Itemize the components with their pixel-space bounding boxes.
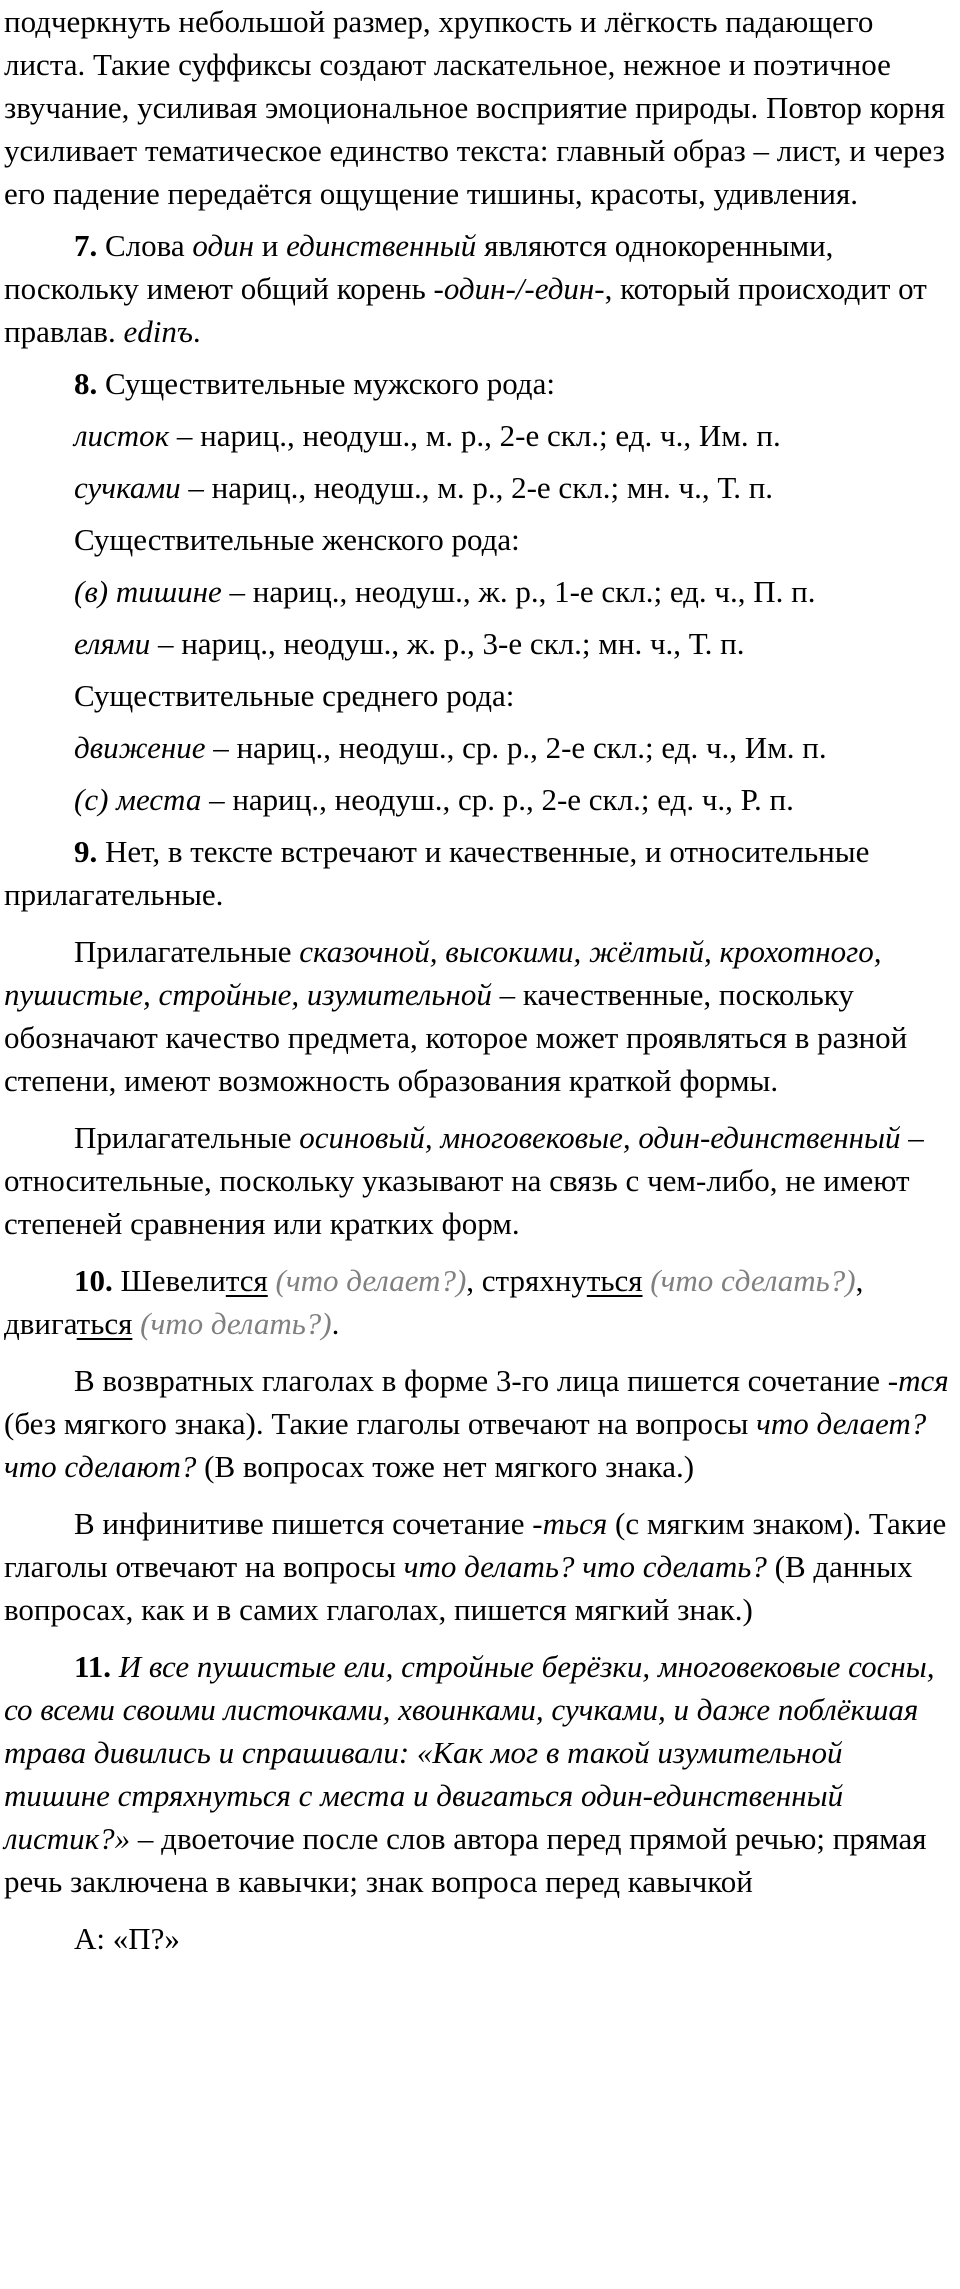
answer-7: [4, 224, 950, 353]
verb-ending-underlined: ться: [76, 1306, 133, 1341]
feminine-heading: Существительные женского рода:: [74, 522, 520, 557]
noun-analysis-line: [4, 778, 950, 821]
verb-stem: Шевели: [112, 1263, 226, 1298]
noun-word: (с) места: [74, 782, 202, 817]
verb-ending-underlined: ться: [586, 1263, 643, 1298]
answer-8-heading-masculine: [4, 362, 950, 405]
quoted-sentence: И все пушистые ели, стройные берёзки, многовековые сосны, со всеми своими листочками, хвоинками, сучками, и даже поблёкшая трава дивились и спрашивали: «Как мог в такой изумительной тишине стряхнуться с места и двигаться один-единственный листик?»: [4, 1649, 935, 1856]
noun-description: – нариц., неодуш., ср. р., 2-е скл.; ед. ч., Им. п.: [205, 730, 827, 765]
answer-10: [4, 1259, 950, 1345]
noun-analysis-line: [4, 622, 950, 665]
noun-word: (в) тишине: [74, 574, 222, 609]
noun-description: – нариц., неодуш., ж. р., 3-е скл.; мн. ч., Т. п.: [150, 626, 745, 661]
etymon-word: edinъ: [123, 314, 193, 349]
adjective-list: сказочной, высокими, жёлтый, крохотного, пушистые, стройные, изумительной: [4, 934, 882, 1012]
punctuation-explanation: – двоеточие после слов автора перед прямой речью; прямая речь заключена в кавычки; знак вопроса перед кавычкой: [4, 1821, 927, 1899]
noun-description: – нариц., неодуш., м. р., 2-е скл.; ед. ч., Им. п.: [169, 418, 781, 453]
infinitive-paragraph: [4, 1502, 950, 1631]
noun-word: листок: [74, 418, 170, 453]
answer-number: 11.: [74, 1649, 112, 1684]
answer-number: 8.: [74, 366, 98, 401]
verb-stem: , двига: [4, 1263, 864, 1341]
noun-word: елями: [74, 626, 151, 661]
verb-ending-underlined: тся: [225, 1263, 268, 1298]
answer-11: [4, 1645, 950, 1903]
noun-description: – нариц., неодуш., ср. р., 2-е скл.; ед. ч., Р. п.: [201, 782, 794, 817]
text: являются однокоренными, поскольку имеют общий корень: [4, 228, 834, 306]
noun-analysis-line: [4, 466, 950, 509]
question-example: что делать? что сделать?: [403, 1549, 767, 1584]
neuter-heading: Существительные среднего рода:: [74, 678, 515, 713]
verb-question: (что делает?): [267, 1263, 467, 1298]
text: Прилагательные: [74, 1120, 300, 1155]
text: (В данных вопросах, как и в самих глаголах, пишется мягкий знак.): [4, 1549, 913, 1627]
noun-word: движение: [74, 730, 206, 765]
answer-number: 10.: [74, 1263, 113, 1298]
text: В инфинитиве пишется сочетание -: [74, 1506, 543, 1541]
text: и: [254, 228, 287, 263]
question-example: что делает? что сделают?: [4, 1406, 927, 1484]
text: (с мягким знаком). Такие глаголы отвечают на вопросы: [4, 1506, 947, 1584]
text: Прилагательные: [74, 934, 300, 969]
text: – качественные, поскольку обозначают качество предмета, которое может проявляться в разной степени, имеют возможность образования краткой формы.: [4, 977, 908, 1098]
intro-paragraph: подчеркнуть небольшой размер, хрупкость и лёгкость падающего листа. Такие суффиксы создают ласкательное, нежное и поэтичное звучание, усиливая эмоциональное восприятие природы. Повтор корня усиливает тематическое единство текста: главный образ – лист, и через его падение передаётся ощущение тишины, красоты, удивления.: [4, 4, 945, 211]
verb-stem: , стряхну: [466, 1263, 587, 1298]
text: В возвратных глаголах в форме 3-го лица пишется сочетание: [74, 1363, 888, 1398]
answer-number: 7.: [74, 228, 98, 263]
adjective-list: осиновый, многовековые, один-единственный: [299, 1120, 901, 1155]
punctuation-scheme: А: «П?»: [74, 1921, 180, 1956]
noun-description: – нариц., неодуш., м. р., 2-е скл.; мн. ч., Т. п.: [180, 470, 774, 505]
text: Существительные мужского рода:: [97, 366, 555, 401]
text: , который происходит от правлав.: [4, 271, 927, 349]
text: Слова: [97, 228, 193, 263]
noun-analysis-line: [4, 570, 950, 613]
text: – относительные, поскольку указывают на связь с чем-либо, не имеют степеней сравнения или кратких форм.: [4, 1120, 924, 1241]
example-word: единственный: [286, 228, 477, 263]
text: Нет, в тексте встречают и качественные, и относительные прилагательные.: [4, 834, 870, 912]
root-morpheme: -один-/-един-: [433, 271, 605, 306]
suffix-example: -тся: [887, 1363, 949, 1398]
suffix-example: ться: [542, 1506, 608, 1541]
reflexive-verbs-paragraph: [4, 1359, 950, 1488]
text: .: [192, 314, 201, 349]
answer-9: [4, 830, 950, 916]
noun-analysis-line: [4, 414, 950, 457]
noun-word: сучками: [74, 470, 181, 505]
answer-number: 9.: [74, 834, 98, 869]
verb-question: (что делать?): [132, 1306, 332, 1341]
text: (без мягкого знака). Такие глаголы отвечают на вопросы: [4, 1406, 757, 1441]
text: (В вопросах тоже нет мягкого знака.): [196, 1449, 695, 1484]
text: .: [331, 1306, 340, 1341]
noun-analysis-line: [4, 726, 950, 769]
verb-question: (что сделать?): [642, 1263, 856, 1298]
relative-adjectives-paragraph: [4, 1116, 950, 1245]
example-word: один: [192, 228, 255, 263]
qualitative-adjectives-paragraph: [4, 930, 950, 1102]
noun-description: – нариц., неодуш., ж. р., 1-е скл.; ед. ч., П. п.: [221, 574, 816, 609]
